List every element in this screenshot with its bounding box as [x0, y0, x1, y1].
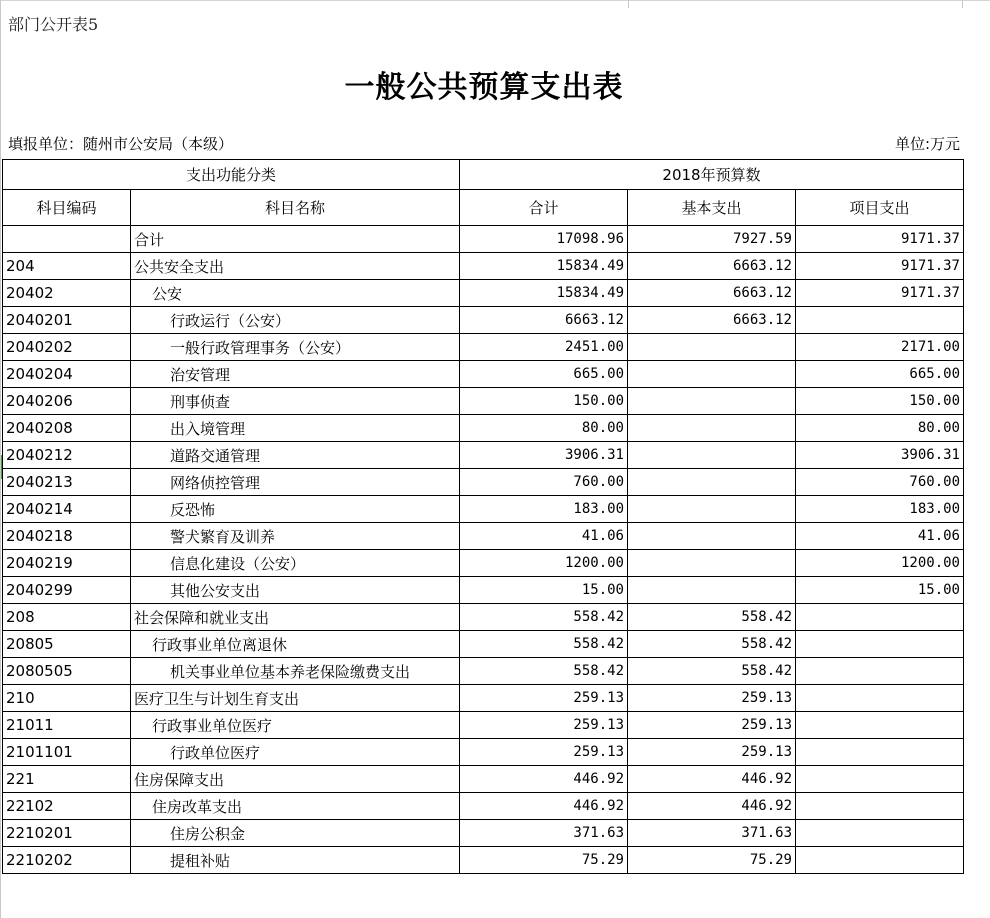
group-header-function-class: 支出功能分类: [3, 160, 460, 190]
cell-basic[interactable]: 446.92: [628, 766, 796, 793]
cell-project[interactable]: [796, 631, 964, 658]
cell-code[interactable]: 21011: [3, 712, 131, 739]
cell-code[interactable]: 2210201: [3, 820, 131, 847]
cell-name[interactable]: 道路交通管理: [131, 442, 460, 469]
table-header-row: [3, 190, 964, 226]
cell-total[interactable]: 80.00: [460, 415, 628, 442]
table-row[interactable]: [3, 631, 964, 658]
cell-basic[interactable]: 75.29: [628, 847, 796, 874]
group-header-budget-2018: 2018年预算数: [460, 160, 964, 190]
cell-code[interactable]: 2040299: [3, 577, 131, 604]
cell-project[interactable]: 665.00: [796, 361, 964, 388]
cell-total[interactable]: 17098.96: [460, 226, 628, 253]
table-row[interactable]: [3, 334, 964, 361]
cell-basic[interactable]: [628, 334, 796, 361]
cell-basic[interactable]: [628, 577, 796, 604]
cell-basic[interactable]: [628, 415, 796, 442]
cell-project[interactable]: [796, 847, 964, 874]
cell-total[interactable]: 1200.00: [460, 550, 628, 577]
cell-code[interactable]: 20402: [3, 280, 131, 307]
cell-name[interactable]: 行政事业单位医疗: [131, 712, 460, 739]
cell-code[interactable]: 2040208: [3, 415, 131, 442]
column-stub-line: [628, 0, 629, 8]
cell-basic[interactable]: [628, 496, 796, 523]
table-row[interactable]: [3, 847, 964, 874]
sheet-top-border: [0, 0, 990, 1]
cell-total[interactable]: 15834.49: [460, 253, 628, 280]
cell-total[interactable]: 259.13: [460, 712, 628, 739]
cell-code[interactable]: 2040204: [3, 361, 131, 388]
cell-basic[interactable]: 558.42: [628, 631, 796, 658]
table-row[interactable]: [3, 658, 964, 685]
cell-name[interactable]: 治安管理: [131, 361, 460, 388]
cell-name[interactable]: 住房改革支出: [131, 793, 460, 820]
cell-total[interactable]: 15834.49: [460, 280, 628, 307]
cell-total[interactable]: 558.42: [460, 604, 628, 631]
cell-project[interactable]: 150.00: [796, 388, 964, 415]
budget-table: [2, 159, 964, 874]
cell-total[interactable]: 259.13: [460, 739, 628, 766]
cell-total[interactable]: 371.63: [460, 820, 628, 847]
cell-basic[interactable]: [628, 469, 796, 496]
cell-name[interactable]: 社会保障和就业支出: [131, 604, 460, 631]
table-row[interactable]: [3, 523, 964, 550]
cell-basic[interactable]: 6663.12: [628, 280, 796, 307]
cell-basic[interactable]: 6663.12: [628, 253, 796, 280]
cell-code[interactable]: 2080505: [3, 658, 131, 685]
cell-total[interactable]: 150.00: [460, 388, 628, 415]
cell-basic[interactable]: [628, 523, 796, 550]
cell-total[interactable]: 665.00: [460, 361, 628, 388]
cell-total[interactable]: 15.00: [460, 577, 628, 604]
cell-name[interactable]: 住房保障支出: [131, 766, 460, 793]
cell-project[interactable]: [796, 739, 964, 766]
cell-name[interactable]: 住房公积金: [131, 820, 460, 847]
cell-project[interactable]: [796, 604, 964, 631]
cell-name[interactable]: 提租补贴: [131, 847, 460, 874]
cell-code[interactable]: [3, 226, 131, 253]
table-row[interactable]: [3, 280, 964, 307]
cell-code[interactable]: 2210202: [3, 847, 131, 874]
cell-project[interactable]: 9171.37: [796, 280, 964, 307]
cell-code[interactable]: 2040202: [3, 334, 131, 361]
table-body: [3, 226, 964, 874]
cell-basic[interactable]: [628, 361, 796, 388]
table-row[interactable]: [3, 685, 964, 712]
cell-basic[interactable]: [628, 442, 796, 469]
cell-code[interactable]: 2101101: [3, 739, 131, 766]
cell-project[interactable]: [796, 712, 964, 739]
table-row[interactable]: [3, 550, 964, 577]
cell-code[interactable]: 2040213: [3, 469, 131, 496]
cell-basic[interactable]: 259.13: [628, 712, 796, 739]
cell-project[interactable]: 760.00: [796, 469, 964, 496]
cell-code[interactable]: 2040201: [3, 307, 131, 334]
cell-project[interactable]: 9171.37: [796, 226, 964, 253]
cell-total[interactable]: 6663.12: [460, 307, 628, 334]
cell-project[interactable]: 9171.37: [796, 253, 964, 280]
column-header-code: 科目编码: [3, 190, 131, 226]
cell-name[interactable]: 机关事业单位基本养老保险缴费支出: [131, 658, 460, 685]
cell-total[interactable]: 446.92: [460, 793, 628, 820]
page-title: 一般公共预算支出表: [344, 70, 624, 105]
cell-project[interactable]: [796, 820, 964, 847]
cell-code[interactable]: 2040218: [3, 523, 131, 550]
cell-project[interactable]: 2171.00: [796, 334, 964, 361]
cell-code[interactable]: 2040206: [3, 388, 131, 415]
cell-project[interactable]: 3906.31: [796, 442, 964, 469]
cell-project[interactable]: 41.06: [796, 523, 964, 550]
table-row[interactable]: [3, 793, 964, 820]
table-row[interactable]: [3, 496, 964, 523]
cell-total[interactable]: 760.00: [460, 469, 628, 496]
cell-name[interactable]: 出入境管理: [131, 415, 460, 442]
cell-name[interactable]: 公安: [131, 280, 460, 307]
sheet-label: 部门公开表5: [8, 15, 99, 34]
cell-total[interactable]: 183.00: [460, 496, 628, 523]
table-row[interactable]: [3, 415, 964, 442]
table-row[interactable]: [3, 361, 964, 388]
cell-basic[interactable]: 558.42: [628, 604, 796, 631]
table-row[interactable]: [3, 712, 964, 739]
cell-total[interactable]: 75.29: [460, 847, 628, 874]
cell-code[interactable]: 2040214: [3, 496, 131, 523]
cell-name[interactable]: 警犬繁育及训养: [131, 523, 460, 550]
cell-total[interactable]: 446.92: [460, 766, 628, 793]
cell-project[interactable]: 15.00: [796, 577, 964, 604]
column-header-total: 合计: [460, 190, 628, 226]
cell-total[interactable]: 41.06: [460, 523, 628, 550]
cell-project[interactable]: [796, 766, 964, 793]
table-row[interactable]: [3, 604, 964, 631]
reporting-unit: 填报单位：随州市公安局（本级）: [8, 135, 234, 153]
cell-project[interactable]: 183.00: [796, 496, 964, 523]
cell-total[interactable]: 3906.31: [460, 442, 628, 469]
cell-basic[interactable]: 446.92: [628, 793, 796, 820]
cell-code[interactable]: 2040219: [3, 550, 131, 577]
cell-basic[interactable]: [628, 388, 796, 415]
cell-total[interactable]: 558.42: [460, 658, 628, 685]
cell-name[interactable]: 网络侦控管理: [131, 469, 460, 496]
table-row[interactable]: [3, 253, 964, 280]
cell-code[interactable]: 221: [3, 766, 131, 793]
cell-total[interactable]: 2451.00: [460, 334, 628, 361]
cell-project[interactable]: [796, 793, 964, 820]
cell-basic[interactable]: 6663.12: [628, 307, 796, 334]
cell-basic[interactable]: [628, 550, 796, 577]
cell-project[interactable]: 1200.00: [796, 550, 964, 577]
cell-basic[interactable]: 259.13: [628, 739, 796, 766]
cell-code[interactable]: 208: [3, 604, 131, 631]
column-stub-line: [962, 0, 963, 8]
cell-code[interactable]: 2040212: [3, 442, 131, 469]
cell-code[interactable]: 22102: [3, 793, 131, 820]
cell-name[interactable]: 公共安全支出: [131, 253, 460, 280]
cell-name[interactable]: 合计: [131, 226, 460, 253]
cell-basic[interactable]: 259.13: [628, 685, 796, 712]
cell-basic[interactable]: 558.42: [628, 658, 796, 685]
cell-code[interactable]: 210: [3, 685, 131, 712]
cell-name[interactable]: 行政单位医疗: [131, 739, 460, 766]
cell-name[interactable]: 行政运行（公安）: [131, 307, 460, 334]
cell-basic[interactable]: 371.63: [628, 820, 796, 847]
table-row[interactable]: [3, 766, 964, 793]
cell-name[interactable]: 一般行政管理事务（公安）: [131, 334, 460, 361]
table-row[interactable]: [3, 307, 964, 334]
table-row[interactable]: [3, 820, 964, 847]
cell-name[interactable]: 行政事业单位离退休: [131, 631, 460, 658]
table-row[interactable]: [3, 442, 964, 469]
cell-basic[interactable]: 7927.59: [628, 226, 796, 253]
cell-total[interactable]: 259.13: [460, 685, 628, 712]
table-row[interactable]: [3, 388, 964, 415]
table-group-header-row: [3, 160, 964, 190]
table-row[interactable]: [3, 469, 964, 496]
table-row[interactable]: [3, 739, 964, 766]
cell-project[interactable]: [796, 658, 964, 685]
column-header-basic: 基本支出: [628, 190, 796, 226]
cell-total[interactable]: 558.42: [460, 631, 628, 658]
cell-name[interactable]: 信息化建设（公安）: [131, 550, 460, 577]
column-header-project: 项目支出: [796, 190, 964, 226]
cell-code[interactable]: 20805: [3, 631, 131, 658]
cell-project[interactable]: [796, 307, 964, 334]
cell-project[interactable]: [796, 685, 964, 712]
column-header-name: 科目名称: [131, 190, 460, 226]
cell-code[interactable]: 204: [3, 253, 131, 280]
currency-unit: 单位:万元: [894, 135, 960, 153]
table-row[interactable]: [3, 226, 964, 253]
cell-name[interactable]: 反恐怖: [131, 496, 460, 523]
cell-name[interactable]: 刑事侦查: [131, 388, 460, 415]
cell-name[interactable]: 医疗卫生与计划生育支出: [131, 685, 460, 712]
cell-project[interactable]: 80.00: [796, 415, 964, 442]
cell-name[interactable]: 其他公安支出: [131, 577, 460, 604]
table-row[interactable]: [3, 577, 964, 604]
